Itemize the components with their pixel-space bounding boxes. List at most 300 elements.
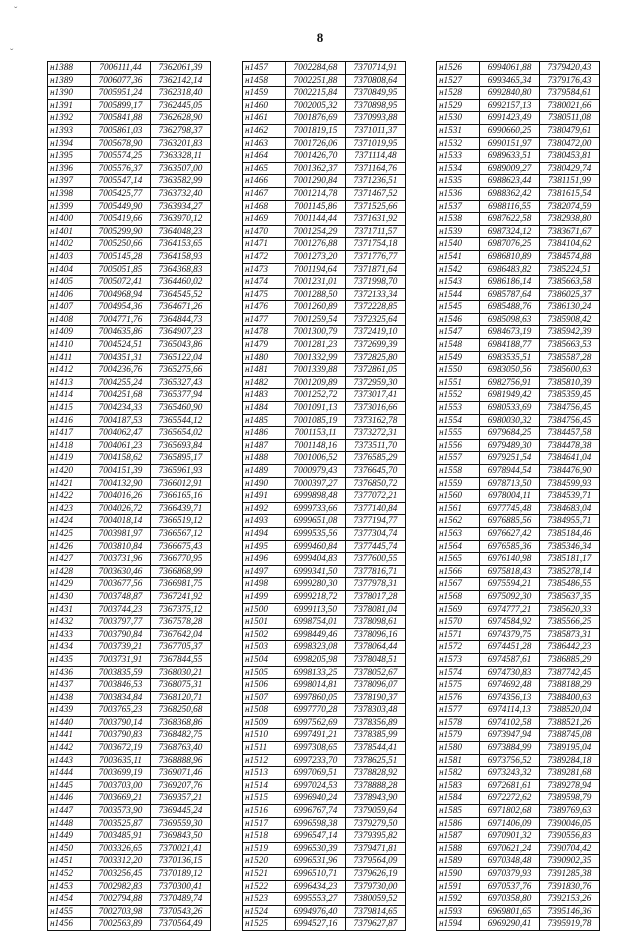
point-id: н1514 [243,779,286,792]
point-id: н1393 [48,124,91,137]
point-id: н1388 [48,62,91,75]
coord-x: 7001209,89 [286,376,346,389]
point-id: н1483 [243,389,286,402]
point-id: н1456 [48,918,91,931]
point-id: н1410 [48,339,91,352]
table-row [437,918,600,931]
table-row [243,213,406,226]
coord-x: 7004018,14 [91,515,151,528]
coord-x: 7004351,31 [91,351,151,364]
table-row [243,918,406,931]
point-id: н1590 [437,868,480,881]
coord-x: 7001273,20 [286,250,346,263]
coord-x: 7003312,20 [91,855,151,868]
coord-y: 7362061,39 [151,62,211,75]
coord-y: 7377140,84 [346,502,406,515]
coord-x: 6974379,75 [480,628,540,641]
coord-y: 7372699,39 [346,339,406,352]
coord-x: 7005419,66 [91,213,151,226]
coord-y: 7389281,68 [540,767,600,780]
table-row [437,754,600,767]
point-id: н1416 [48,414,91,427]
coord-y: 7370136,15 [151,855,211,868]
point-id: н1562 [437,515,480,528]
coord-y: 7379176,43 [540,74,600,87]
table-row [48,842,211,855]
coord-y: 7370021,41 [151,842,211,855]
coord-y: 7372419,10 [346,326,406,339]
coord-y: 7390556,83 [540,830,600,843]
coord-y: 7365693,84 [151,439,211,452]
table-row [243,150,406,163]
coord-x: 7001332,99 [286,351,346,364]
coord-y: 7385908,42 [540,313,600,326]
table-row [48,893,211,906]
coord-y: 7370543,26 [151,905,211,918]
table-row [437,452,600,465]
point-id: н1559 [437,477,480,490]
table-row [243,628,406,641]
coord-y: 7385620,33 [540,603,600,616]
coord-x: 7003256,45 [91,868,151,881]
table-row [437,250,600,263]
coord-y: 7367241,92 [151,590,211,603]
point-id: н1441 [48,729,91,742]
point-id: н1421 [48,477,91,490]
coord-x: 7004132,90 [91,477,151,490]
coord-y: 7395919,78 [540,918,600,931]
coord-y: 7384478,38 [540,439,600,452]
table-row [437,288,600,301]
table-row [437,99,600,112]
coord-x: 7003669,21 [91,792,151,805]
table-row [243,288,406,301]
coord-x: 7001281,23 [286,339,346,352]
table-row [48,855,211,868]
point-id: н1464 [243,150,286,163]
point-id: н1554 [437,414,480,427]
coord-y: 7366012,91 [151,477,211,490]
point-id: н1557 [437,452,480,465]
coord-x: 6979684,25 [480,427,540,440]
point-id: н1530 [437,112,480,125]
coord-y: 7365327,43 [151,376,211,389]
coord-x: 7001362,37 [286,162,346,175]
coord-x: 6992840,80 [480,87,540,100]
table-row [437,490,600,503]
table-row [243,339,406,352]
coord-y: 7365961,93 [151,465,211,478]
coord-x: 6996530,39 [286,842,346,855]
table-row [243,490,406,503]
point-id: н1426 [48,540,91,553]
coord-y: 7379626,19 [346,868,406,881]
table-row [437,880,600,893]
coord-x: 7001288,50 [286,288,346,301]
coord-x: 7003672,19 [91,742,151,755]
coord-y: 7385224,51 [540,263,600,276]
coord-x: 7003739,21 [91,641,151,654]
table-row [437,162,600,175]
coord-x: 6999651,08 [286,515,346,528]
point-id: н1505 [243,666,286,679]
coord-x: 6974692,48 [480,679,540,692]
point-id: н1517 [243,817,286,830]
coord-x: 7001153,11 [286,427,346,440]
point-id: н1424 [48,515,91,528]
coord-x: 7005449,90 [91,200,151,213]
coord-y: 7386442,23 [540,641,600,654]
table-row [243,351,406,364]
point-id: н1427 [48,553,91,566]
point-id: н1492 [243,502,286,515]
table-row [243,250,406,263]
point-id: н1561 [437,502,480,515]
point-id: н1512 [243,754,286,767]
table-row [437,767,600,780]
point-id: н1395 [48,150,91,163]
point-id: н1539 [437,225,480,238]
coord-y: 7384457,58 [540,427,600,440]
coord-x: 7004251,68 [91,389,151,402]
point-id: н1490 [243,477,286,490]
table-row [48,99,211,112]
coord-x: 7003630,46 [91,565,151,578]
coord-x: 6997233,70 [286,754,346,767]
coord-x: 6969290,41 [480,918,540,931]
point-id: н1463 [243,137,286,150]
coord-y: 7366519,12 [151,515,211,528]
table-row [48,187,211,200]
table-row [48,250,211,263]
table-row [437,225,600,238]
coord-x: 6972681,61 [480,779,540,792]
point-id: н1544 [437,288,480,301]
coord-x: 6988623,44 [480,175,540,188]
coord-y: 7379584,61 [540,87,600,100]
point-id: н1407 [48,301,91,314]
point-id: н1473 [243,263,286,276]
coord-x: 6976585,36 [480,540,540,553]
coord-y: 7363328,11 [151,150,211,163]
coord-y: 7378385,99 [346,729,406,742]
coord-y: 7389598,79 [540,792,600,805]
table-row [437,339,600,352]
coord-x: 7001006,52 [286,452,346,465]
coord-x: 7003765,23 [91,704,151,717]
table-row [243,603,406,616]
point-id: н1549 [437,351,480,364]
table-row [243,187,406,200]
table-row [437,62,600,75]
point-id: н1575 [437,679,480,692]
point-id: н1579 [437,729,480,742]
coord-x: 6984673,19 [480,326,540,339]
point-id: н1417 [48,427,91,440]
point-id: н1476 [243,301,286,314]
table-row [437,175,600,188]
point-id: н1516 [243,805,286,818]
coord-y: 7378190,37 [346,691,406,704]
coord-y: 7389195,04 [540,742,600,755]
coord-y: 7389769,63 [540,805,600,818]
table-row [48,616,211,629]
table-row [437,578,600,591]
point-id: н1555 [437,427,480,440]
table-row [48,213,211,226]
coord-y: 7365122,04 [151,351,211,364]
point-id: н1436 [48,666,91,679]
coord-y: 7371754,18 [346,238,406,251]
table-row [48,301,211,314]
point-id: н1496 [243,553,286,566]
coord-y: 7389278,94 [540,779,600,792]
coord-x: 6987622,58 [480,213,540,226]
table-row [243,515,406,528]
point-id: н1513 [243,767,286,780]
coord-y: 7366981,75 [151,578,211,591]
point-id: н1563 [437,527,480,540]
point-id: н1570 [437,616,480,629]
table-row [48,666,211,679]
point-id: н1399 [48,200,91,213]
table-row [243,742,406,755]
coord-x: 7001876,69 [286,112,346,125]
table-row [48,376,211,389]
point-id: н1538 [437,213,480,226]
coord-y: 7362628,90 [151,112,211,125]
point-id: н1504 [243,653,286,666]
table-row [437,263,600,276]
table-row [437,427,600,440]
coord-x: 6973884,99 [480,742,540,755]
coord-y: 7386130,24 [540,301,600,314]
point-id: н1508 [243,704,286,717]
coord-x: 6988116,55 [480,200,540,213]
table-row [243,225,406,238]
table-row [437,351,600,364]
coord-y: 7364048,23 [151,225,211,238]
coord-y: 7368120,71 [151,691,211,704]
point-id: н1521 [243,868,286,881]
point-id: н1449 [48,830,91,843]
table-row [437,565,600,578]
point-id: н1531 [437,124,480,137]
table-row [243,364,406,377]
table-row [48,288,211,301]
point-id: н1574 [437,666,480,679]
coord-x: 7003326,65 [91,842,151,855]
coord-x: 7001260,89 [286,301,346,314]
point-id: н1565 [437,553,480,566]
table-row [437,238,600,251]
coord-y: 7378096,16 [346,628,406,641]
coord-x: 7001819,15 [286,124,346,137]
coord-y: 7363970,12 [151,213,211,226]
coord-y: 7364153,65 [151,238,211,251]
point-id: н1535 [437,175,480,188]
coord-x: 7004016,26 [91,490,151,503]
point-id: н1470 [243,225,286,238]
coord-y: 7388400,63 [540,691,600,704]
coord-y: 7362798,37 [151,124,211,137]
coord-x: 7004954,36 [91,301,151,314]
coord-x: 7001085,19 [286,414,346,427]
coord-x: 6999113,50 [286,603,346,616]
point-id: н1471 [243,238,286,251]
coord-y: 7378052,67 [346,666,406,679]
coord-y: 7385663,53 [540,339,600,352]
coord-y: 7379814,65 [346,905,406,918]
coord-y: 7368482,75 [151,729,211,742]
coord-y: 7377304,74 [346,527,406,540]
point-id: н1537 [437,200,480,213]
coord-y: 7365043,86 [151,339,211,352]
coord-x: 7004026,72 [91,502,151,515]
point-id: н1509 [243,716,286,729]
coord-y: 7364907,23 [151,326,211,339]
coord-x: 7001300,79 [286,326,346,339]
point-id: н1527 [437,74,480,87]
coord-x: 6978004,11 [480,490,540,503]
coord-y: 7362142,14 [151,74,211,87]
coord-y: 7388520,04 [540,704,600,717]
coord-x: 6989009,27 [480,162,540,175]
page-number: 8 [316,30,324,45]
point-id: н1394 [48,137,91,150]
point-id: н1533 [437,150,480,163]
point-id: н1484 [243,402,286,415]
coord-y: 7377072,21 [346,490,406,503]
table-row [437,603,600,616]
coord-y: 7365895,17 [151,452,211,465]
coord-y: 7392153,26 [540,893,600,906]
point-id: н1428 [48,565,91,578]
table-row [243,313,406,326]
table-row [243,767,406,780]
coord-y: 7373162,78 [346,414,406,427]
coord-x: 6975818,43 [480,565,540,578]
coord-x: 6997069,51 [286,767,346,780]
point-id: н1403 [48,250,91,263]
table-row [48,880,211,893]
point-id: н1556 [437,439,480,452]
table-row [243,326,406,339]
coord-x: 7004234,33 [91,402,151,415]
coord-x: 6984188,77 [480,339,540,352]
point-id: н1523 [243,893,286,906]
coord-x: 6969801,65 [480,905,540,918]
table-row [437,616,600,629]
coord-y: 7380511,08 [540,112,600,125]
coord-y: 7378303,48 [346,704,406,717]
point-id: н1429 [48,578,91,591]
table-row [243,666,406,679]
point-id: н1578 [437,716,480,729]
table-row [243,565,406,578]
coord-y: 7381615,54 [540,187,600,200]
table-row [48,313,211,326]
table-row [243,112,406,125]
coord-y: 7380453,81 [540,150,600,163]
table-row [48,465,211,478]
coord-x: 6990151,97 [480,137,540,150]
table-row [243,99,406,112]
point-id: н1412 [48,364,91,377]
coord-x: 6975594,21 [480,578,540,591]
coord-x: 7003677,56 [91,578,151,591]
table-row [48,351,211,364]
coord-y: 7376585,29 [346,452,406,465]
coord-y: 7364844,73 [151,313,211,326]
point-id: н1430 [48,590,91,603]
coord-x: 6997860,05 [286,691,346,704]
coord-x: 7005576,37 [91,162,151,175]
table-row [243,830,406,843]
coord-x: 6998133,25 [286,666,346,679]
point-id: н1472 [243,250,286,263]
point-id: н1588 [437,842,480,855]
table-row [48,792,211,805]
point-id: н1457 [243,62,286,75]
point-id: н1550 [437,364,480,377]
coord-x: 6987076,25 [480,238,540,251]
coord-y: 7372861,05 [346,364,406,377]
table-row [48,200,211,213]
coord-x: 6997024,53 [286,779,346,792]
point-id: н1548 [437,339,480,352]
coord-y: 7364158,93 [151,250,211,263]
table-row [48,477,211,490]
coord-y: 7385566,25 [540,616,600,629]
point-id: н1422 [48,490,91,503]
coord-y: 7370189,12 [151,868,211,881]
coord-x: 6974777,21 [480,603,540,616]
table-row [437,376,600,389]
coord-x: 6989633,51 [480,150,540,163]
coord-x: 7004061,23 [91,439,151,452]
point-id: н1469 [243,213,286,226]
table-row [243,124,406,137]
table-row [437,716,600,729]
coord-x: 7001254,29 [286,225,346,238]
coord-x: 6983535,51 [480,351,540,364]
point-id: н1587 [437,830,480,843]
point-id: н1414 [48,389,91,402]
coord-y: 7369207,76 [151,779,211,792]
point-id: н1534 [437,162,480,175]
coord-x: 6999898,48 [286,490,346,503]
table-row [48,74,211,87]
coord-y: 7367578,28 [151,616,211,629]
table-row [48,578,211,591]
coord-y: 7365654,02 [151,427,211,440]
coord-x: 6970348,48 [480,855,540,868]
coord-y: 7379730,00 [346,880,406,893]
table-row [437,855,600,868]
coord-y: 7379564,09 [346,855,406,868]
table-row [48,427,211,440]
coord-x: 7003573,90 [91,805,151,818]
point-id: н1425 [48,527,91,540]
coord-x: 7003703,00 [91,779,151,792]
coord-x: 7005072,41 [91,276,151,289]
point-id: н1438 [48,691,91,704]
coord-y: 7384104,62 [540,238,600,251]
coord-y: 7386885,29 [540,653,600,666]
table-row [243,502,406,515]
table-row [437,137,600,150]
